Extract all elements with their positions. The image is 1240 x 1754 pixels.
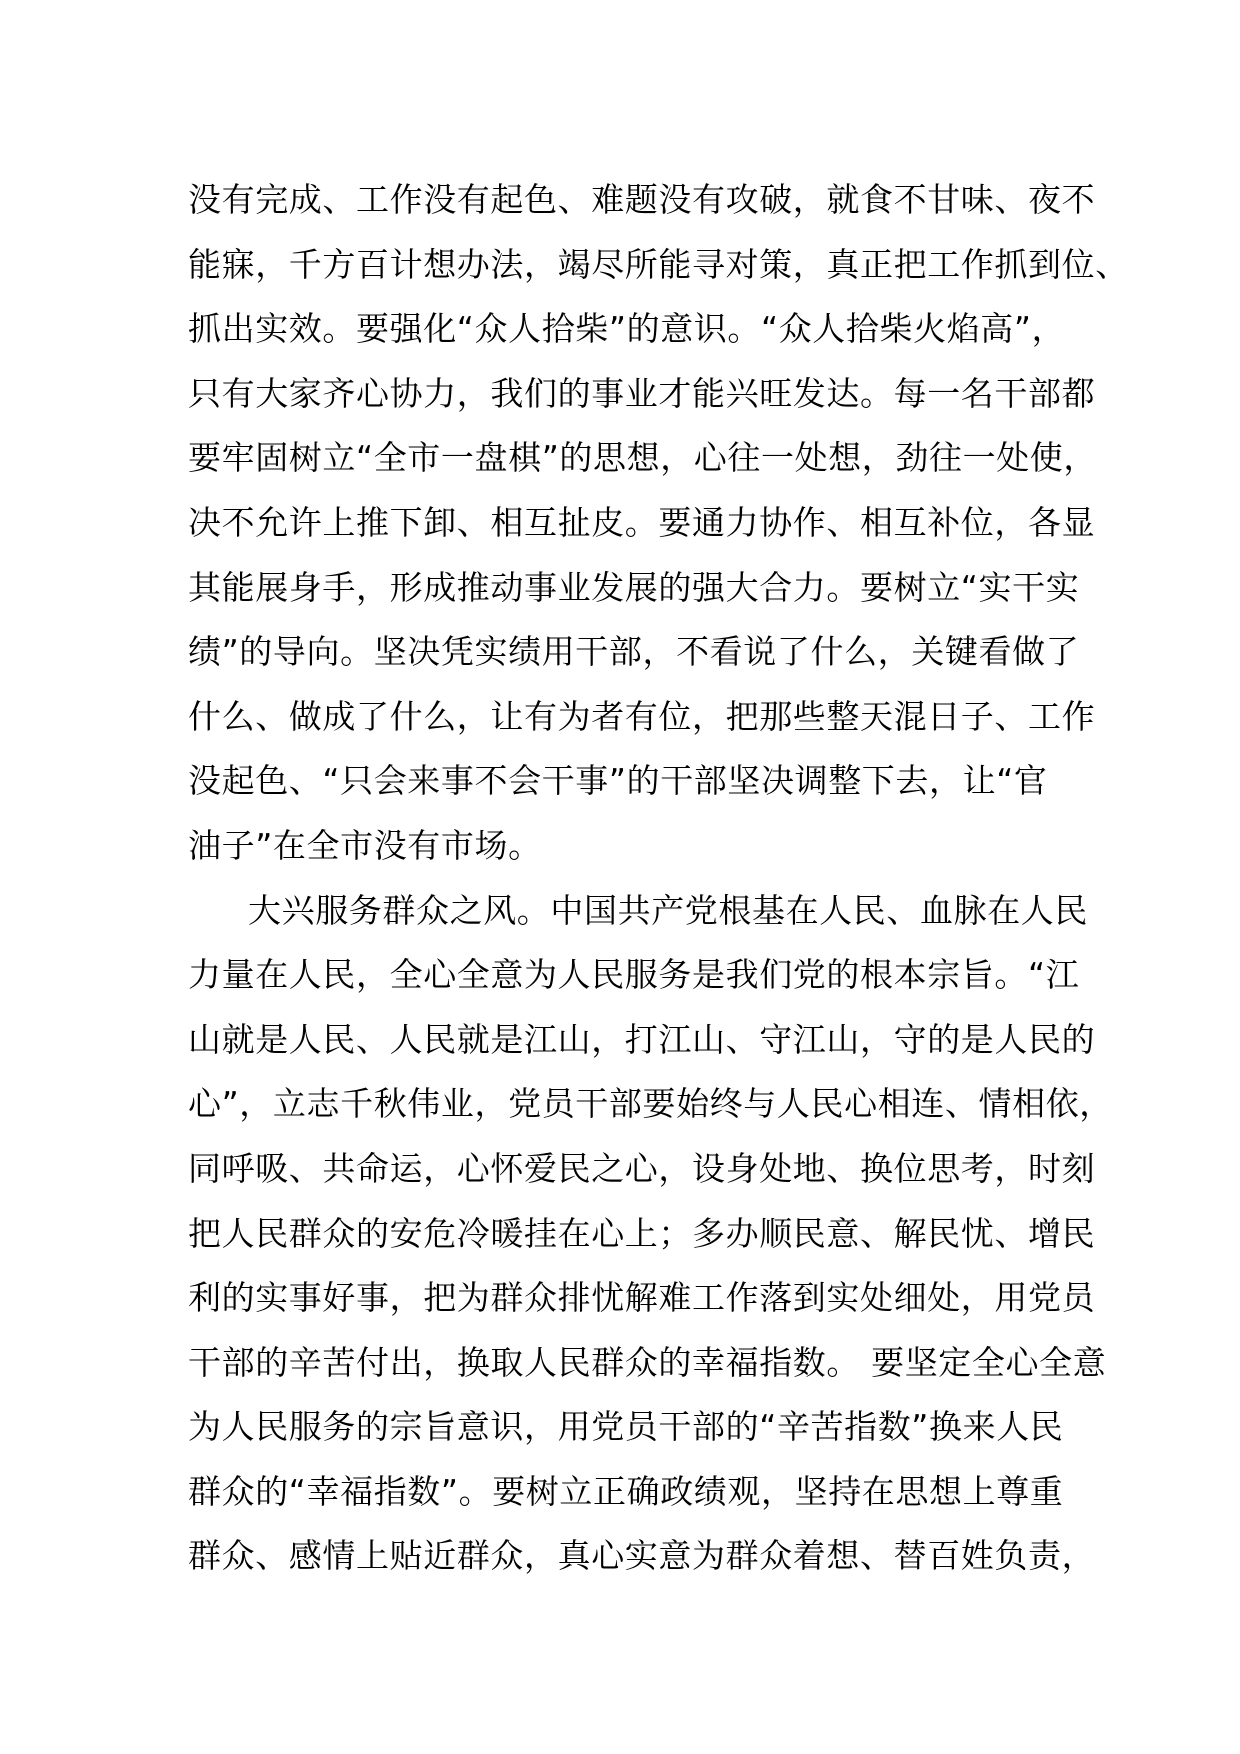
- text-line: 没起色、“只会来事不会干事”的干部坚决调整下去，让“官: [188, 761, 1048, 801]
- text-line: 把人民群众的安危冷暖挂在心上；多办顺民意、解民忧、增民: [188, 1213, 1096, 1253]
- text-line: 抓出实效。要强化“众人拾柴”的意识。“众人拾柴火焰高”，: [188, 309, 1066, 349]
- text-line: 能寐，千方百计想办法，竭尽所能寻对策，真正把工作抓到位、: [188, 244, 1129, 284]
- text-line: 其能展身手，形成推动事业发展的强大合力。要树立“实干实: [188, 567, 1080, 607]
- text-line: 心”，立志千秋伟业，党员干部要始终与人民心相连、情相依，: [188, 1084, 1113, 1124]
- text-line: 没有完成、工作没有起色、难题没有攻破，就食不甘味、夜不: [188, 180, 1096, 219]
- text-line: 油子”在全市没有市场。: [188, 825, 542, 865]
- text-line: 群众的“幸福指数”。要树立正确政绩观，坚持在思想上尊重: [188, 1471, 1064, 1511]
- text-line: 群众、感情上贴近群众，真心实意为群众着想、替百姓负责，: [188, 1536, 1096, 1576]
- paragraph-start-line: 大兴服务群众之风。中国共产党根基在人民、血脉在人民: [248, 890, 1088, 930]
- document-body: [188, 168, 1129, 1589]
- text-line: 干部的辛苦付出，换取人民群众的幸福指数。 要坚定全心全意: [188, 1342, 1107, 1382]
- text-line: 山就是人民、人民就是江山，打江山、守江山，守的是人民的: [188, 1019, 1096, 1059]
- text-line: 力量在人民，全心全意为人民服务是我们党的根本宗旨。“江: [188, 955, 1080, 995]
- text-line: 为人民服务的宗旨意识，用党员干部的“辛苦指数”换来人民: [188, 1407, 1064, 1447]
- text-line: 只有大家齐心协力，我们的事业才能兴旺发达。每一名干部都: [188, 373, 1096, 413]
- text-line: 什么、做成了什么，让有为者有位，把那些整天混日子、工作: [188, 696, 1096, 736]
- text-line: 决不允许上推下卸、相互扯皮。要通力协作、相互补位，各显: [188, 502, 1096, 542]
- text-line: 要牢固树立“全市一盘棋”的思想，心往一处想，劲往一处使，: [188, 438, 1097, 478]
- text-line: 利的实事好事，把为群众排忧解难工作落到实处细处，用党员: [188, 1278, 1096, 1318]
- text-line: 同呼吸、共命运，心怀爱民之心，设身处地、换位思考，时刻: [188, 1148, 1096, 1188]
- text-line: 绩”的导向。坚决凭实绩用干部，不看说了什么，关键看做了: [188, 632, 1080, 672]
